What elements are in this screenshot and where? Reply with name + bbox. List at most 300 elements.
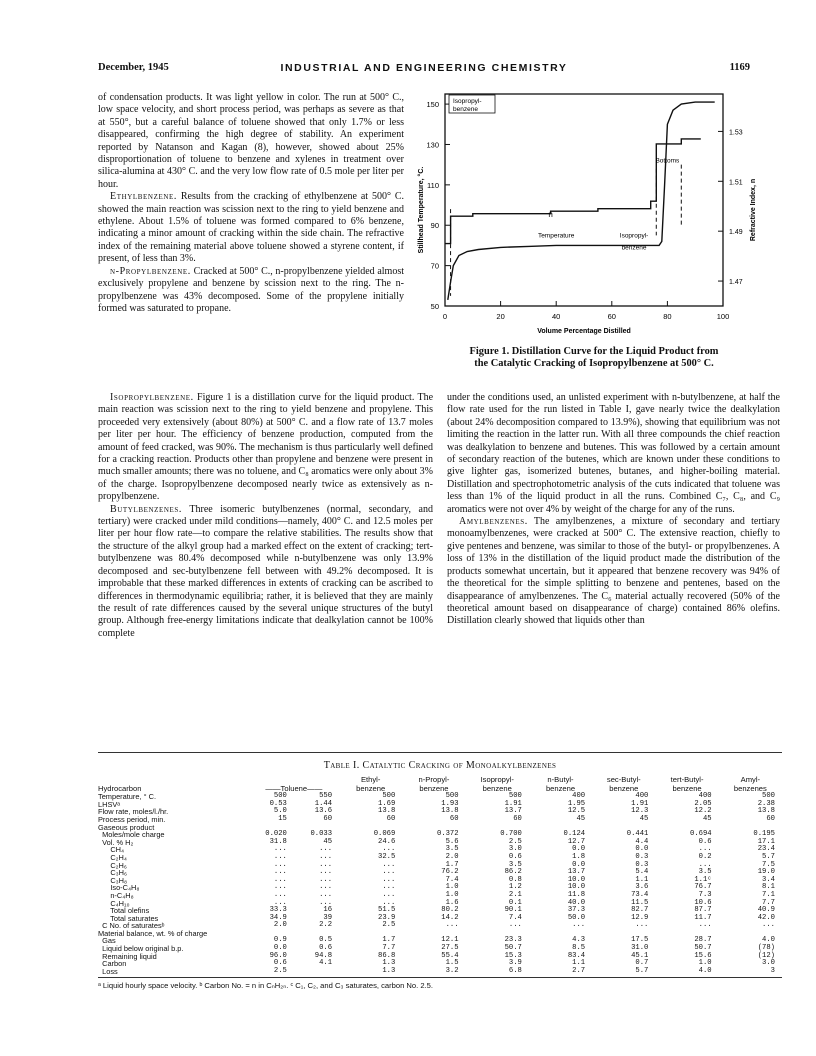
table-row: [98, 801, 782, 809]
table-cell: 2.38: [757, 799, 775, 808]
figure-1: [412, 84, 768, 340]
table-row: [98, 808, 782, 816]
text-amylbenzenes: The amylbenzenes, a mixture of secondary and tertiary monoamylbenzenes, were cracked at 500° C. The extensive reaction, chiefly to give pentenes and benzene, was similar to those of the butyl- or propylbenzenes. A loss of 13% in the distillation of the liquid product made the distribution of the products somewhat uncertain, but it appeared that benzene recovery was 94% of the theoretical for the simple splitting to benzene and pentenes, based on the disappearance of amylbenzenes. The C₆ material actually recovered (50% of the theoretical amount based on disappearance of charge) contained 86% olefins. Distillation clearly showed that liquids other than: [447, 516, 780, 627]
table-cell: 10.0: [567, 875, 586, 884]
table-cell: 0.0: [273, 944, 287, 953]
table-cell: 60: [449, 814, 459, 823]
table-cell: 0.124: [563, 830, 586, 839]
table-cell: 1.69: [378, 799, 396, 808]
table-cell: 24.6: [378, 837, 396, 846]
r-tick-label-1.53: 1.53: [729, 129, 743, 137]
table-row: [98, 869, 782, 877]
table-cell: 1.0: [698, 959, 712, 968]
table-1: [98, 776, 782, 990]
row-label: C₂H₄: [98, 852, 127, 862]
table-cell: 3.6: [635, 883, 649, 892]
table-cell: 94.8: [314, 951, 333, 960]
page-number: 1169: [729, 62, 750, 73]
table-cell: 4.0: [698, 966, 712, 975]
table-cell: 2.5: [508, 837, 522, 846]
table-cell: ...: [382, 875, 396, 884]
table-cell: 400: [635, 792, 649, 801]
table-cell: 12.9: [631, 913, 649, 922]
table-cell: 0.6: [319, 944, 333, 953]
col-toluene: ——Toluene——: [265, 783, 323, 793]
table-row: [98, 816, 782, 824]
table-cell: 17.1: [757, 837, 775, 846]
table-cell: ...: [635, 921, 649, 930]
table-cell: 73.4: [631, 890, 649, 899]
table-cell: 0.2: [698, 852, 712, 861]
table-cell: 7.4: [445, 875, 459, 884]
row-label: Total saturates: [98, 913, 159, 923]
table-cell: ...: [319, 875, 333, 884]
col-group: [339, 776, 782, 793]
table-cell: 10.6: [694, 898, 712, 907]
table-cell: ...: [572, 921, 586, 930]
table-cell: 2.2: [319, 921, 333, 930]
table-cell: ...: [382, 860, 396, 869]
table-cell: 500: [273, 792, 287, 801]
table-cell: 3.5: [445, 845, 459, 854]
table-cell: ...: [382, 883, 396, 892]
header-date: December, 1945: [98, 62, 169, 73]
table-cell: 0.372: [436, 830, 459, 839]
y-tick-label-70: 70: [430, 261, 439, 271]
r-tick-label-1.49: 1.49: [729, 229, 743, 237]
col-header-3: n-Butyl- benzene: [545, 775, 576, 793]
row-label: Temperature, ° C.: [98, 792, 156, 802]
table-cell: 1.93: [441, 799, 459, 808]
table-cell: 0.6: [508, 852, 522, 861]
table-cell: 5.4: [635, 868, 649, 877]
table-cell: 7.7: [382, 944, 396, 953]
table-row: [98, 846, 782, 854]
table-cell: 0.0: [572, 845, 586, 854]
table-cell: 1.91: [631, 799, 649, 808]
table-cell: 19.0: [757, 868, 775, 877]
chart-axes: [417, 94, 757, 335]
heading-n-propylbenzene: n-Propylbenzene.: [110, 265, 191, 277]
table-cell: 60: [513, 814, 522, 823]
table-cell: 11.5: [631, 898, 649, 907]
chart-labels: [449, 95, 680, 251]
col-header-2: Isopropyl- benzene: [480, 775, 514, 793]
row-label: Material balance, wt. % of charge: [98, 928, 208, 938]
table-cell: 1.2: [508, 883, 522, 892]
table-cell: 0.1: [508, 898, 522, 907]
table-cell: ...: [508, 921, 522, 930]
table-cell: 7.4: [508, 913, 522, 922]
table-cell: 76.7: [694, 883, 712, 892]
table-cell: 8.5: [572, 944, 586, 953]
table-cell: 1.0: [445, 883, 459, 892]
table-cell: ...: [382, 890, 396, 899]
paragraph-toluene: of condensation products. It was light yellow in color. The run at 500° C., low space velocity, and short process period, was perhaps as severe as that at 550°, but a careful balance of toluene showed that only 1.7% or less disappeared, confirming the high degree of stability. An experiment reported by Natanson and Kagan (8), however, showed about 25% disproportionation of toluene to benzene and xylenes in treatment over silica-alumina at 430° C. and the very low flow rate of 0.5 mole per liter per hour.: [98, 92, 404, 190]
table-cell: 1.1: [572, 959, 586, 968]
table-cell: ...: [762, 921, 775, 930]
table-cell: 2.5: [273, 966, 287, 975]
text-n-propylbenzene: Cracked at 500° C., n-propylbenzene yielded almost exclusively propylene and benzene by scission next to the ring. The n-propylbenzene was 43% decomposed. Some of the propylene initially formed was saturated to propane.: [98, 265, 405, 314]
table-cell: 80.2: [441, 906, 459, 915]
x-tick-label-0: 0: [442, 312, 448, 321]
row-label: C No. of saturatesᵇ: [98, 921, 165, 931]
row-label: C₂H₆: [98, 860, 127, 870]
table-row: [98, 937, 782, 945]
table-cell: 0.6: [273, 959, 287, 968]
caption-line-1: Figure 1. Distillation Curve for the Liquid Product from: [469, 346, 719, 357]
right-column-lower: [447, 392, 780, 628]
table-row: [98, 793, 782, 801]
chart-series: [445, 102, 715, 300]
x-tick-label-40: 40: [552, 312, 561, 321]
table-cell: 23.9: [378, 913, 396, 922]
table-cell: 40.0: [567, 898, 586, 907]
table-row: [98, 839, 782, 847]
row-label: C₄H₁₀: [98, 898, 130, 908]
table-cell: 8.1: [762, 883, 775, 892]
table-row: [98, 915, 782, 923]
table-cell: [294, 930, 339, 938]
r-tick-label-1.47: 1.47: [729, 279, 743, 287]
table-cell: 87.7: [694, 906, 712, 915]
row-label: C₃H₈: [98, 875, 128, 885]
table-cell: 1.1ᶜ: [694, 875, 712, 884]
table-cell: 5.6: [445, 837, 459, 846]
label-benzene-low: benzene: [621, 244, 647, 252]
label-bottoms: Bottoms: [655, 157, 680, 165]
table-cell: ...: [273, 883, 287, 892]
table-cell: 45.1: [631, 951, 649, 960]
table-cell: 13.7: [504, 807, 522, 816]
table-cell: ...: [319, 845, 333, 854]
row-label: Iso-C₄H₈: [98, 883, 140, 893]
table-cell: 2.5: [382, 921, 396, 930]
table-cell: 76.2: [441, 868, 459, 877]
table-cell: 60: [386, 814, 396, 823]
table-cell: 500: [762, 792, 775, 801]
x-tick-label-20: 20: [496, 312, 505, 321]
table-cell: 7.7: [762, 898, 775, 907]
table-cell: ...: [273, 890, 287, 899]
table-cell: 3.0: [762, 959, 775, 968]
label-nd: n: [548, 210, 553, 220]
table-cell: 82.7: [631, 906, 649, 915]
table-row: [98, 930, 782, 938]
y-tick-label-130: 130: [426, 140, 439, 150]
left-column-lower: [98, 392, 433, 640]
r-tick-label-1.51: 1.51: [729, 179, 743, 187]
table-cell: 28.7: [694, 936, 712, 945]
table-cell: ...: [319, 868, 333, 877]
table-cell: 55.4: [441, 951, 459, 960]
table-cell: (78): [757, 944, 775, 953]
table-cell: 12.7: [567, 837, 586, 846]
table-cell: 86.2: [504, 868, 522, 877]
table-cell: 32.5: [378, 852, 396, 861]
y-tick-label-90: 90: [430, 221, 439, 231]
row-label: LHSVᵃ: [98, 799, 121, 809]
table-cell: 11.7: [694, 913, 712, 922]
table-cell: ...: [273, 852, 287, 861]
table-cell: 15: [278, 814, 287, 823]
y-axis-label: Stillhead Temperature, °C.: [418, 166, 425, 254]
y-tick-label-150: 150: [426, 100, 439, 110]
table-cell: 83.4: [567, 951, 586, 960]
table-cell: 45: [702, 814, 712, 823]
table-cell: 0.441: [626, 830, 649, 839]
paragraph-isopropylbenzene: [98, 392, 433, 504]
table-cell: 5.7: [762, 852, 775, 861]
table-row: [98, 960, 782, 968]
row-label: Moles/mole charge: [98, 830, 165, 840]
table-row: [98, 900, 782, 908]
table-cell: 2.05: [694, 799, 712, 808]
table-cell: 550: [319, 792, 333, 801]
col-header-1: n-Propyl- benzene: [418, 775, 450, 793]
table-cell: 12.1: [441, 936, 459, 945]
row-label: Carbon: [98, 959, 127, 969]
table-cell: 33.3: [269, 906, 287, 915]
table-cell: ...: [382, 845, 396, 854]
table-cell: 6.8: [508, 966, 522, 975]
journal-title: INDUSTRIAL AND ENGINEERING CHEMISTRY: [280, 62, 568, 74]
row-label: C₃H₆: [98, 868, 127, 878]
table-cell: ...: [273, 860, 287, 869]
table-cell: 500: [382, 792, 396, 801]
table-row: [98, 968, 782, 976]
table-cell: 23.3: [504, 936, 522, 945]
table-cell: 3.2: [445, 966, 459, 975]
table-cell: 0.8: [508, 875, 522, 884]
table-cell: ...: [698, 860, 712, 869]
table-cell: 7.5: [762, 860, 775, 869]
table-row: [98, 854, 782, 862]
table-cell: 1.0: [445, 890, 459, 899]
heading-ethylbenzene: Ethylbenzene.: [110, 191, 177, 203]
left-column-top: [98, 92, 404, 315]
table-cell: 3.4: [762, 875, 775, 884]
table-cell: 1.7: [382, 936, 396, 945]
table-cell: 13.8: [441, 807, 459, 816]
table-row: [98, 892, 782, 900]
table-cell: 1.3: [382, 959, 396, 968]
table-cell: 1.91: [504, 799, 522, 808]
table-cell: 2.1: [508, 890, 522, 899]
col-hydrocarbon: Hydrocarbon: [98, 783, 142, 793]
y-tick-label-110: 110: [427, 180, 439, 190]
table-cell: ...: [382, 898, 396, 907]
table-cell: 0.020: [265, 830, 287, 839]
paragraph-butylbenzenes: [98, 504, 433, 640]
row-label: Gaseous product: [98, 822, 155, 832]
table-cell: 7.1: [762, 890, 775, 899]
table-cell: 15.3: [504, 951, 522, 960]
table-cell: 1.3: [382, 966, 396, 975]
table-row: [98, 907, 782, 915]
x-axis-label: Volume Percentage Distilled: [537, 328, 631, 335]
table-cell: 13.8: [757, 807, 775, 816]
col-header-5: tert-Butyl- benzene: [670, 775, 704, 793]
table-cell: 500: [445, 792, 459, 801]
table-cell: 7.3: [698, 890, 712, 899]
row-label: CH₄: [98, 845, 125, 855]
row-label: Process period, min.: [98, 814, 166, 824]
table-cell: 27.5: [441, 944, 459, 953]
table-cell: ...: [319, 852, 333, 861]
table-cell: 45: [323, 837, 333, 846]
table-cell: 1.7: [445, 860, 459, 869]
table-cell: 0.694: [690, 830, 712, 839]
table-row: [98, 945, 782, 953]
table-cell: 3.9: [508, 959, 522, 968]
table-cell: ...: [698, 921, 712, 930]
x-tick-label-80: 80: [663, 312, 672, 321]
table-row: [98, 831, 782, 839]
heading-butylbenzenes: Butylbenzenes.: [110, 503, 183, 515]
heading-amylbenzenes: Amylbenzenes.: [459, 516, 528, 528]
table-cell: ...: [273, 875, 287, 884]
table-cell: 12.5: [567, 807, 586, 816]
text-ethylbenzene: Results from the cracking of ethylbenzene at 500° C. showed the main reaction was scission next to the ring to yield benzene and ethylene. About 1.5% of toluene was formed compared to 6% benzene, indicating a minor amount of cracking within the side chain. The refractive index of the remaining material above toluene showed a styrene content, if present, of less than 3%.: [98, 191, 405, 265]
table-cell: 4.0: [762, 936, 775, 945]
label-benzene-top: benzene: [453, 106, 478, 113]
table-cell: 37.3: [567, 906, 586, 915]
table-cell: [249, 930, 294, 938]
y-tick-label-50: 50: [430, 302, 439, 311]
figure-caption: [414, 346, 774, 370]
row-label: Remaining liquid: [98, 951, 157, 961]
paragraph-amylbenzenes: [447, 516, 780, 628]
paragraph-n-propylbenzene: [98, 266, 404, 316]
table-cell: 500: [508, 792, 522, 801]
table-cell: 1.8: [572, 852, 586, 861]
table-cell: 2.0: [445, 852, 459, 861]
table-cell: 0.033: [310, 830, 333, 839]
table-cell: 86.8: [378, 951, 396, 960]
table-cell: 3.0: [508, 845, 522, 854]
table-cell: 39: [323, 913, 333, 922]
row-label: Flow rate, moles/l./hr.: [98, 807, 169, 817]
table-cell: ...: [319, 890, 333, 899]
table-row: [98, 877, 782, 885]
row-label: Vol. % H₂: [98, 837, 134, 847]
table-cell: 17.5: [631, 936, 649, 945]
table-title: Table I. Catalytic Cracking of Monoalkylbenzenes: [323, 760, 557, 771]
table-cell: 1.5: [445, 959, 459, 968]
table-cell: 0.0: [635, 845, 649, 854]
table-cell: 400: [698, 792, 712, 801]
table-cell: ...: [273, 845, 287, 854]
col-header-0: Ethyl- benzene: [356, 775, 386, 793]
table-cell: 0.9: [273, 936, 287, 945]
table-cell: 10.0: [567, 883, 586, 892]
table-cell: 13.6: [314, 807, 333, 816]
table-cell: 0.195: [753, 830, 775, 839]
table-cell: 23.4: [757, 845, 775, 854]
table-cell: ...: [319, 860, 333, 869]
row-label: n-C₄H₈: [98, 890, 134, 900]
table-rule-top: [98, 752, 782, 753]
table-cell: 0.53: [269, 799, 287, 808]
table-cell: 51.5: [378, 906, 396, 915]
table-cell: 96.0: [269, 951, 287, 960]
table-cell: ...: [273, 868, 287, 877]
table-cell: 4.3: [572, 936, 586, 945]
table-cell: ...: [273, 898, 287, 907]
paragraph-ethylbenzene: [98, 191, 404, 265]
table-cell: 42.0: [757, 913, 775, 922]
col-header-6: Amyl- benzenes: [733, 775, 767, 793]
table-cell: 1.6: [445, 898, 459, 907]
r-axis-label: Refractive Index, n: [750, 178, 757, 242]
table-cell: 11.8: [567, 890, 586, 899]
row-label: Liquid below original b.p.: [98, 944, 184, 954]
table-cell: 34.9: [269, 913, 287, 922]
table-body: [98, 793, 782, 975]
x-tick-label-60: 60: [607, 312, 616, 321]
table-cell: 45: [639, 814, 649, 823]
table-cell: 0.6: [698, 837, 712, 846]
table-cell: 400: [572, 792, 586, 801]
table-cell: 5.0: [273, 807, 287, 816]
table-cell: 4.1: [319, 959, 333, 968]
table-cell: 90.1: [504, 906, 522, 915]
table-cell: 5.7: [635, 966, 649, 975]
table-cell: 0.700: [500, 830, 522, 839]
table-cell: ...: [319, 898, 333, 907]
table-cell: 0.7: [635, 959, 649, 968]
table-cell: 1.44: [314, 799, 333, 808]
table-cell: 1.95: [567, 799, 586, 808]
distillation-chart: [412, 84, 768, 340]
row-label: Total olefins: [98, 906, 150, 916]
table-cell: 16: [323, 906, 333, 915]
col-header-4: sec-Butyl- benzene: [606, 775, 641, 793]
label-temperature: Temperature: [537, 232, 575, 240]
table-cell: ...: [319, 883, 333, 892]
table-cell: 60: [766, 814, 775, 823]
table-cell: 12.3: [631, 807, 649, 816]
table-row: [98, 884, 782, 892]
table-cell: 3: [770, 966, 775, 975]
table-cell: ...: [698, 845, 712, 854]
table-cell: 2.7: [572, 966, 586, 975]
table-cell: (12): [757, 951, 775, 960]
table-cell: [294, 968, 339, 976]
table-cell: 2.0: [273, 921, 287, 930]
table-header-row: [98, 776, 782, 793]
table-row: [98, 862, 782, 870]
table-cell: 15.6: [694, 951, 712, 960]
table-cell: 50.7: [504, 944, 522, 953]
table-cell: 31.0: [631, 944, 649, 953]
table-cell: 0.069: [373, 830, 396, 839]
row-label: Loss: [98, 966, 118, 976]
table-cell: 3.5: [698, 868, 712, 877]
table-cell: 3.5: [508, 860, 522, 869]
table-cell: 0.0: [572, 860, 586, 869]
table-footnote: ᵃ Liquid hourly space velocity. ᵇ Carbon No. = n in CₙH₂ₙ. ᶜ C₁, C₂, and C₃ saturates, carbon No. 2.5.: [98, 981, 434, 991]
table-cell: 50.0: [567, 913, 586, 922]
text-isopropylbenzene: Figure 1 is a distillation curve for the liquid product. The main reaction was scission next to the ring to yield benzene and propylene. This proceeded very extensively (about 80%) at 500° C. and a flow rate of 13.7 moles per liter per hour. The efficiency of benzene production, computed from the amount of feed cracked, was 90%. The mechanism is thus particularly well defined for a cracking reaction. Products other than propylene and benzene were present in much smaller amounts; there was no toluene, and C₈ aromatics were only about 3% of the charge. Isopropylbenzene decomposed nearly twice as extensively as n-propylbenzene.: [98, 392, 434, 503]
table-cell: 0.3: [635, 852, 649, 861]
paragraph-continuation: under the conditions used, an unlisted experiment with n-butylbenzene, at half the flow rate used for the run listed in Table I, gave nearly twice the dealkylation (about 24% decomposition compared to 13.9%), showing that equilibrium was not limiting the reaction in the latter run. With all three compounds the chief reaction was dealkylation to benzene and butenes. This was followed by a certain amount of secondary reaction of the butenes, which are known under these conditions to give lighter gas, isomerized butenes, butanes, and higher-boiling material. Distillation and spectrophotometric analysis of the cuts indicated that toluene was less than 1% of the liquid product in all the runs. Combined C₇, C₈, and C₉ aromatics were not over 4% by weight of the charge for any of the runs.: [447, 392, 780, 515]
table-cell: 12.2: [694, 807, 712, 816]
running-header: [98, 62, 750, 78]
temperature-line: [448, 102, 715, 300]
table-cell: 0.3: [635, 860, 649, 869]
